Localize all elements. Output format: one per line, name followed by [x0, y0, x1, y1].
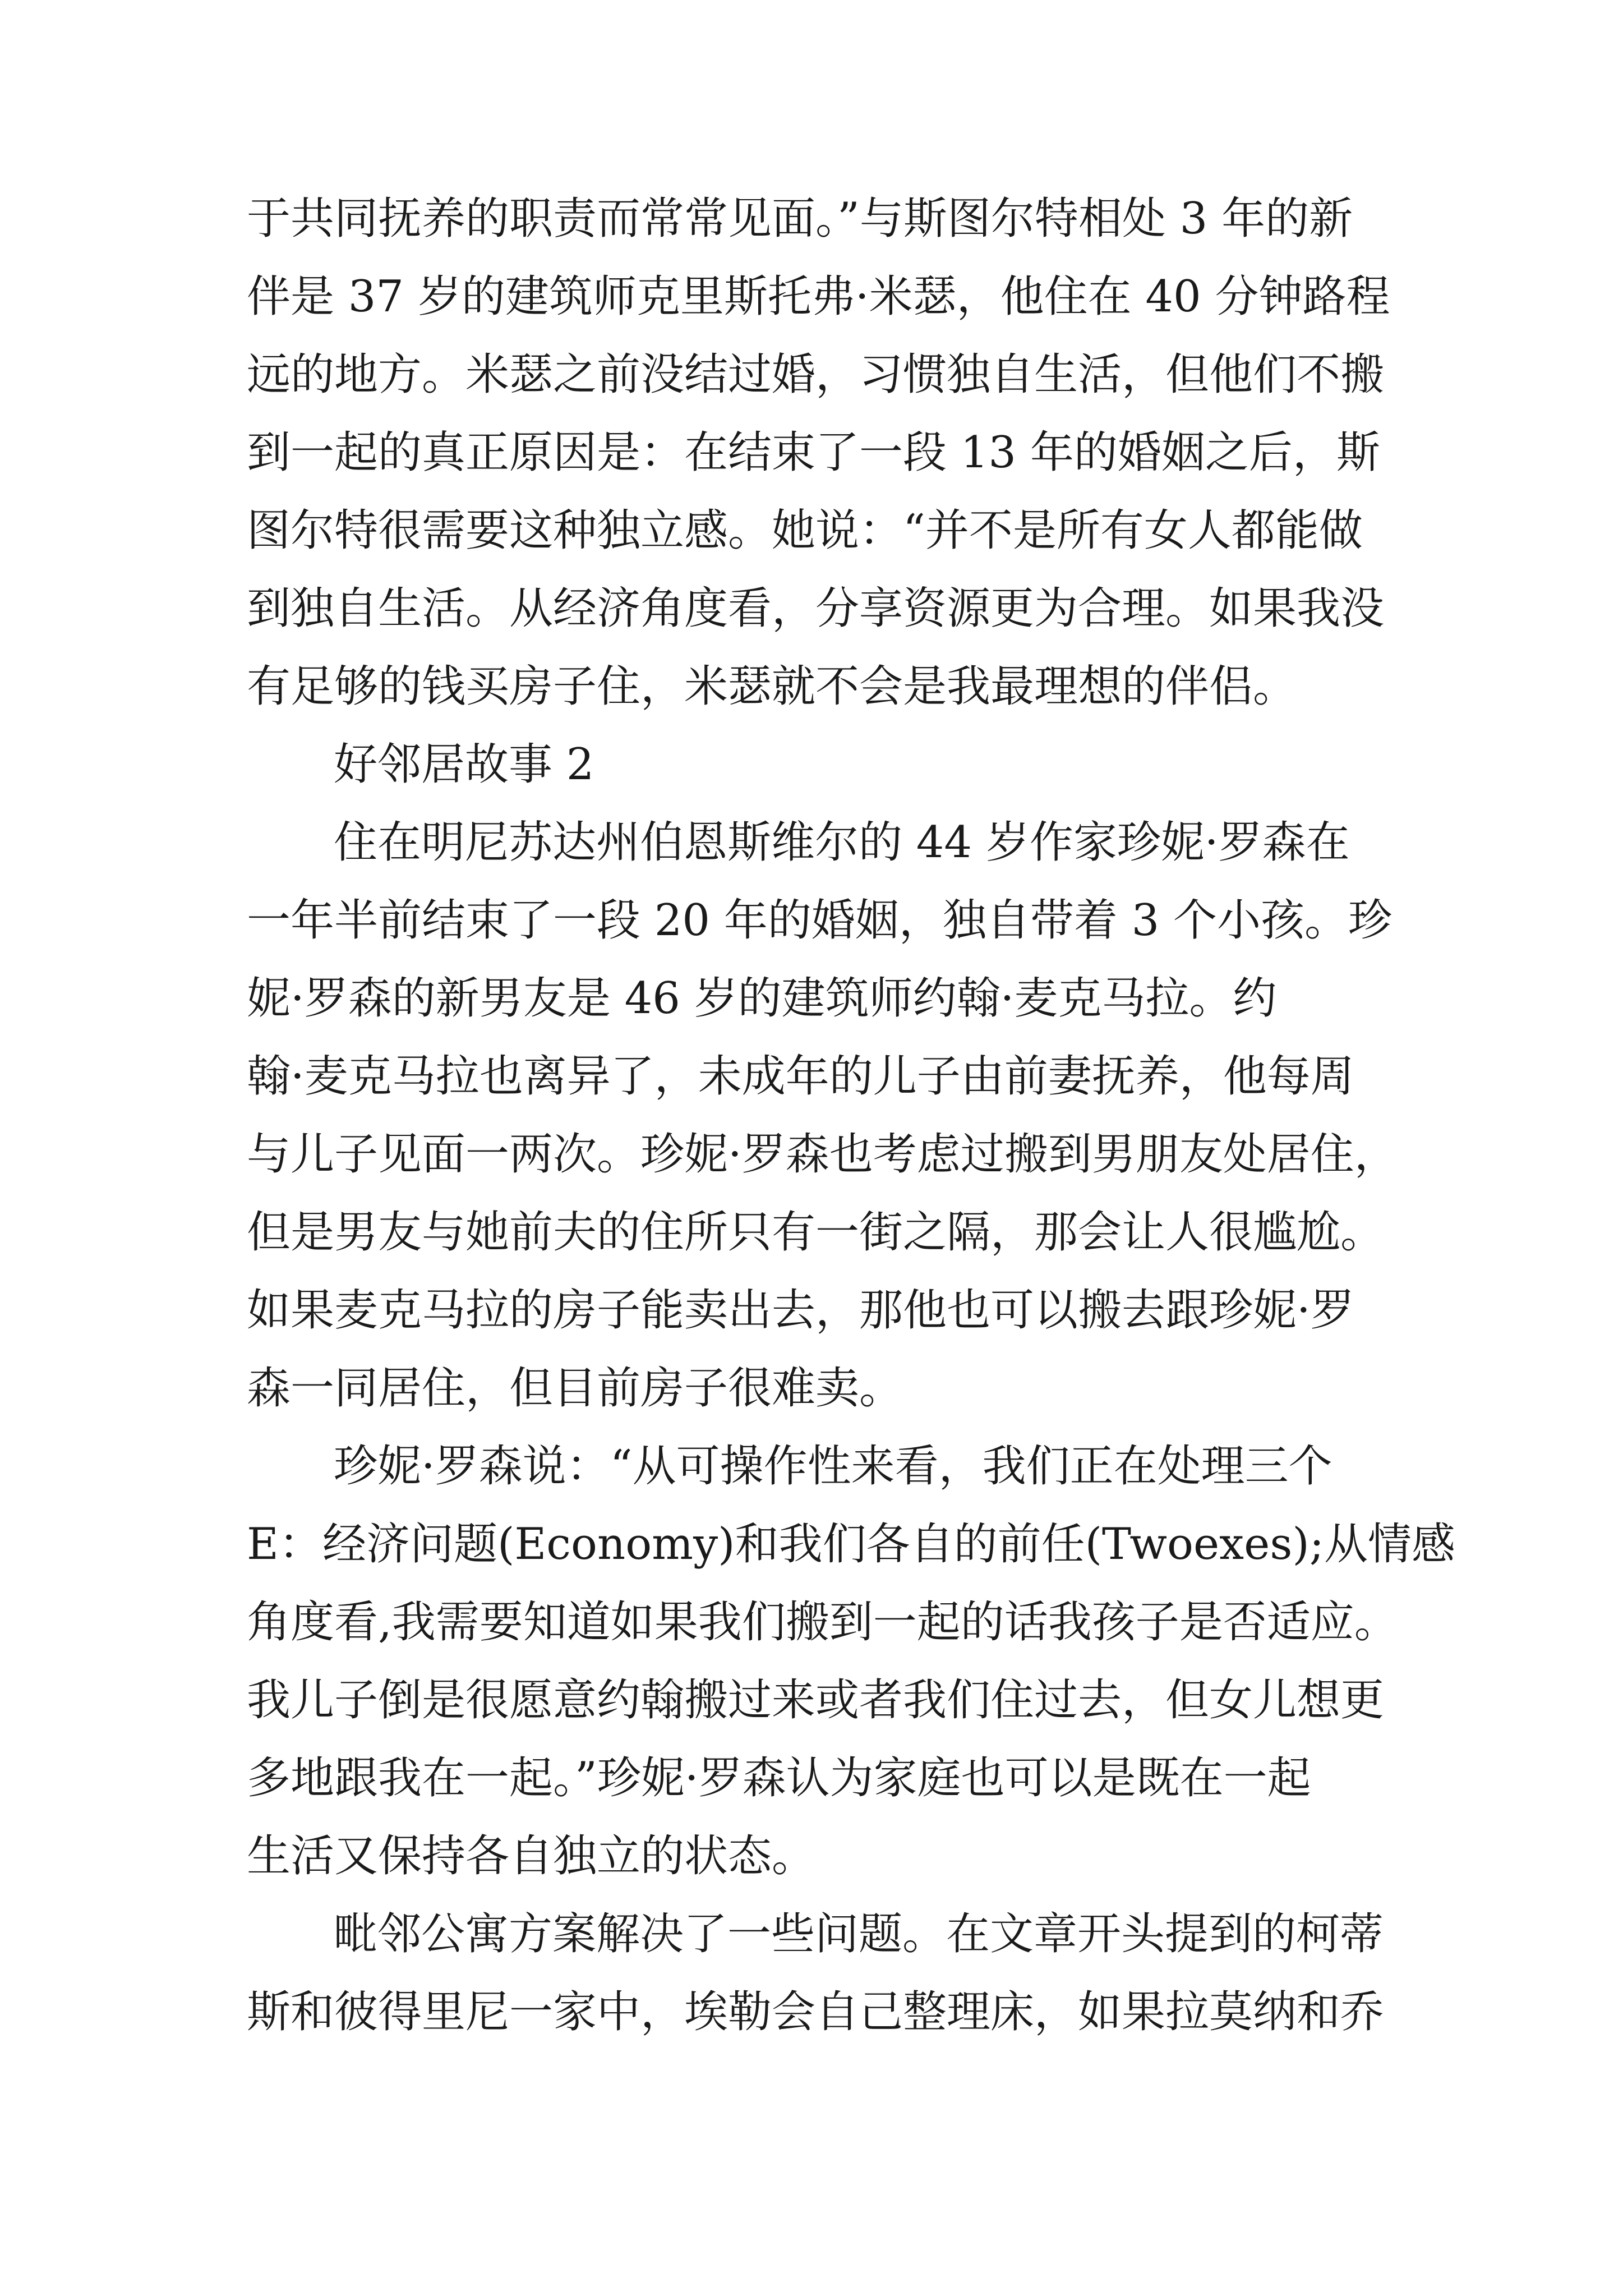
text-line: 翰·麦克马拉也离异了，未成年的儿子由前妻抚养，他每周: [247, 1051, 1354, 1102]
text-line: E：经济问题(Economy)和我们各自的前任(Twoexes);从情感: [247, 1519, 1456, 1570]
text-line: 但是男友与她前夫的住所只有一街之隔，那会让人很尴尬。: [247, 1207, 1385, 1258]
text-line: 到独自生活。从经济角度看，分享资源更为合理。如果我没: [247, 583, 1385, 634]
text-line: 妮·罗森的新男友是 46 岁的建筑师约翰·麦克马拉。约: [247, 973, 1277, 1024]
text-line: 生活又保持各自独立的状态。: [247, 1831, 816, 1881]
text-line: 多地跟我在一起。”珍妮·罗森认为家庭也可以是既在一起: [247, 1753, 1311, 1803]
text-line: 于共同抚养的职责而常常见面。”与斯图尔特相处 3 年的新: [247, 194, 1353, 244]
text-line: 伴是 37 岁的建筑师克里斯托弗·米瑟，他住在 40 分钟路程: [247, 272, 1390, 322]
text-line: 森一同居住，但目前房子很难卖。: [247, 1363, 903, 1414]
text-line: 如果麦克马拉的房子能卖出去，那他也可以搬去跟珍妮·罗: [247, 1285, 1354, 1336]
text-line: 好邻居故事 2: [334, 739, 594, 790]
text-line: 有足够的钱买房子住，米瑟就不会是我最理想的伴侣。: [247, 661, 1297, 712]
text-line: 住在明尼苏达州伯恩斯维尔的 44 岁作家珍妮·罗森在: [334, 817, 1350, 868]
text-line: 远的地方。米瑟之前没结过婚，习惯独自生活，但他们不搬: [247, 349, 1385, 400]
text-line: 到一起的真正原因是：在结束了一段 13 年的婚姻之后，斯: [247, 427, 1380, 478]
text-line: 与儿子见面一两次。珍妮·罗森也考虑过搬到男朋友处居住，: [247, 1129, 1398, 1180]
text-line: 斯和彼得里尼一家中，埃勒会自己整理床，如果拉莫纳和乔: [247, 1987, 1385, 2037]
text-line: 图尔特很需要这种独立感。她说：“并不是所有女人都能做: [247, 505, 1363, 556]
text-line: 一年半前结束了一段 20 年的婚姻，独自带着 3 个小孩。珍: [247, 895, 1393, 946]
text-line: 我儿子倒是很愿意约翰搬过来或者我们住过去，但女儿想更: [247, 1675, 1385, 1726]
text-line: 毗邻公寓方案解决了一些问题。在文章开头提到的柯蒂: [334, 1909, 1384, 1959]
text-line: 珍妮·罗森说：“从可操作性来看，我们正在处理三个: [334, 1441, 1332, 1492]
text-line: 角度看,我需要知道如果我们搬到一起的话我孩子是否适应。: [247, 1597, 1398, 1648]
